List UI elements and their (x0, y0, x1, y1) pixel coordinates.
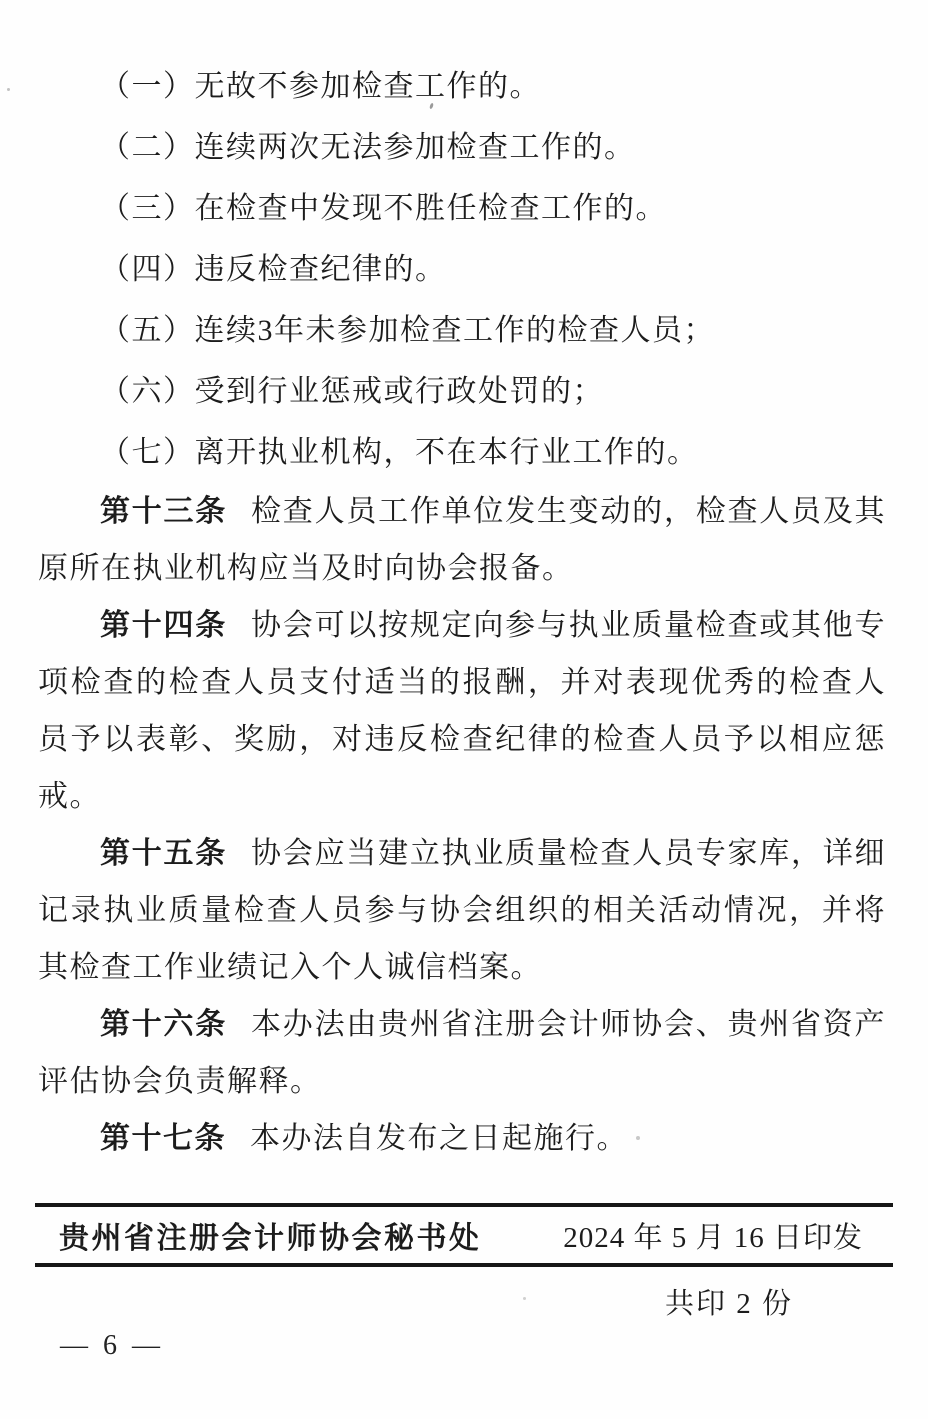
article-14-number: 第十四条 (100, 609, 228, 642)
list-item: （六）受到行业惩戒或行政处罚的； (100, 375, 604, 408)
scan-speck (523, 1297, 526, 1300)
issuer-name: 贵州省注册会计师协会秘书处 (59, 1222, 482, 1255)
page-number: — 6 — (60, 1330, 164, 1361)
scan-speck (636, 1136, 640, 1140)
article-17-number: 第十七条 (100, 1122, 226, 1155)
article-16-text: 本办法由贵州省注册会计师协会、贵州省资产评估协会负责解释。 (38, 1008, 887, 1098)
document-body (38, 56, 886, 1167)
article-15-number: 第十五条 (100, 837, 228, 870)
article-13-number: 第十三条 (100, 495, 228, 528)
list-item: （一）无故不参加检查工作的。 (100, 70, 541, 103)
article-16 (38, 996, 886, 1110)
print-date: 2024 年 5 月 16 日印发 (563, 1221, 863, 1254)
article-15-text: 协会应当建立执业质量检查人员专家库，详细记录执业质量检查人员参与协会组织的相关活动情况，并将其检查工作业绩记入个人诚信档案。 (38, 837, 887, 984)
list-item: （七）离开执业机构，不在本行业工作的。 (100, 436, 699, 469)
list-item: （四）违反检查纪律的。 (100, 253, 447, 286)
list-item: （三）在检查中发现不胜任检查工作的。 (100, 192, 667, 225)
article-15 (38, 825, 886, 996)
scan-speck (7, 88, 10, 91)
article-14-text: 协会可以按规定向参与执业质量检查或其他专项检查的检查人员支付适当的报酬，并对表现优秀的检查人员予以表彰、奖励，对违反检查纪律的检查人员予以相应惩戒。 (38, 609, 887, 813)
article-17-text: 本办法自发布之日起施行。 (250, 1122, 628, 1155)
article-13 (38, 483, 886, 597)
article-13-text: 检查人员工作单位发生变动的，检查人员及其原所在执业机构应当及时向协会报备。 (38, 495, 887, 585)
list-item: （二）连续两次无法参加检查工作的。 (100, 131, 636, 164)
article-17 (38, 1110, 886, 1167)
article-14 (38, 597, 886, 825)
footer-issuer-row (35, 1207, 893, 1263)
document-footer (35, 1203, 893, 1322)
numbered-item-list (38, 56, 886, 483)
footer-bottom-rule (35, 1263, 893, 1267)
copies-count: 共印 2 份 (664, 1288, 793, 1320)
list-item: （五）连续3年未参加检查工作的检查人员； (100, 314, 715, 347)
article-16-number: 第十六条 (100, 1008, 228, 1041)
